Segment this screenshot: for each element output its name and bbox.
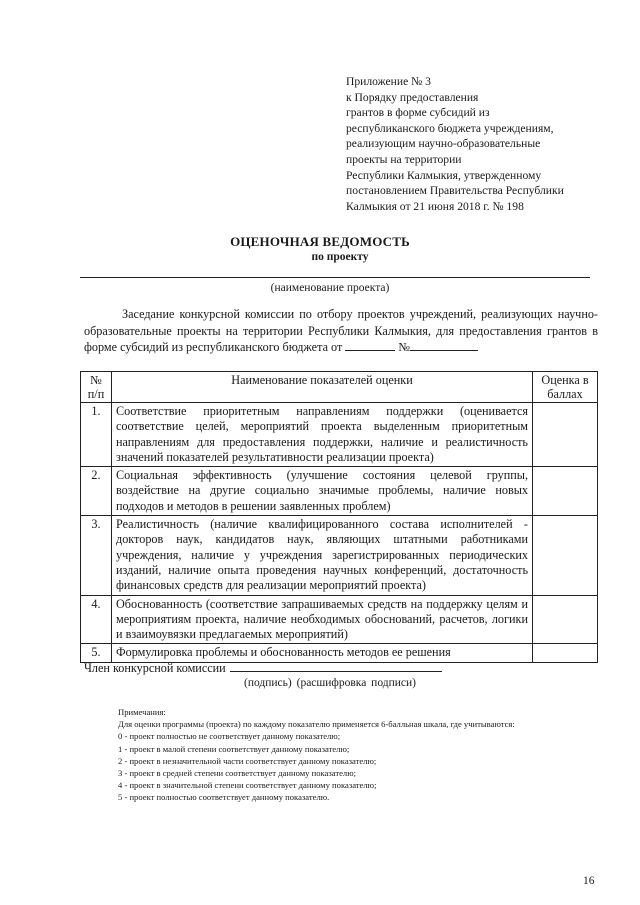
table-header-row (81, 372, 598, 403)
intro-text: Заседание конкурсной комиссии по отбору проектов учреждений, реализующих научно-образовательные проекты на территории Республики Калмыкия, для предоставления грантов в форме субсидий из республиканского бюджета от (84, 307, 598, 355)
project-name-field[interactable] (80, 277, 590, 278)
row-indicator: Обоснованность (соответствие запрашиваемых средств на поддержку целям и мероприятиям проекта, наличие необходимых обоснований, расчетов, логики и взаимоувязки предлагаемых мероприятий) (112, 595, 533, 644)
appendix-header (346, 74, 616, 214)
notes-line: 1 - проект в малой степени соответствует данному показателю; (118, 743, 350, 754)
row-indicator: Социальная эффективность (улучшение состояния целевой группы, воздействие на другие социально значимые проблемы, наличие новых подходов и методов в решении заявленных проблем) (112, 467, 533, 516)
appendix-line: Приложение № 3 (346, 75, 431, 88)
appendix-line: грантов в форме субсидий из (346, 106, 490, 120)
header-score: Оценка в баллах (533, 372, 598, 403)
appendix-line: к Порядку предоставления (346, 90, 479, 104)
notes-line: 4 - проект в значительной степени соответствует данному показателю; (118, 780, 377, 791)
page-number: 16 (583, 875, 595, 887)
notes-line: Для оценки программы (проекта) по каждому показателю применяется 6-балльная шкала, где учитываются: (118, 719, 515, 730)
row-indicator: Формулировка проблемы и обоснованность методов ее решения (112, 644, 533, 662)
intro-paragraph (84, 306, 598, 356)
number-field[interactable] (410, 340, 478, 351)
row-indicator: Соответствие приоритетным направлениям поддержки (оценивается соответствие целей, мероприятий проекта выделенным приоритетным направлениям для предоставления поддержки, наличие и реалистичность значений показателей результативности реализации проекта) (112, 403, 533, 467)
appendix-line: Калмыкия от 21 июня 2018 г. № 198 (346, 199, 524, 213)
appendix-line: постановлением Правительства Республики (346, 184, 564, 198)
row-score-cell[interactable] (533, 516, 598, 595)
row-indicator: Реалистичность (наличие квалифицированного состава исполнителей - докторов наук, кандидатов наук, являющих штатными работниками учреждения, наличие у учреждения зарегистрированных периодических изданий, наличие опыта проведения научных конференций, достаточность финансовых средств для реализации мероприятий проекта) (112, 516, 533, 595)
notes-line: 0 - проект полностью не соответствует данному показателю; (118, 731, 341, 742)
signature-row (84, 661, 442, 676)
row-num: 4. (81, 595, 112, 644)
project-name-caption: (наименование проекта) (270, 282, 390, 294)
number-sign: № (398, 340, 411, 355)
notes-line: 3 - проект в средней степени соответствует данному показателю; (118, 768, 357, 779)
signature-label: Член конкурсной комиссии (84, 661, 226, 675)
row-num: 3. (81, 516, 112, 595)
notes-heading: Примечания: (118, 707, 166, 717)
table-row (81, 467, 598, 516)
signature-field[interactable] (230, 661, 442, 672)
document-title: ОЦЕНОЧНАЯ ВЕДОМОСТЬ (230, 234, 410, 249)
table-row (81, 644, 598, 662)
appendix-line: Республики Калмыкия, утвержденному (346, 168, 542, 182)
appendix-line: республиканского бюджета учреждениям, (346, 121, 554, 135)
header-num: № п/п (81, 372, 112, 403)
table-row (81, 595, 598, 644)
evaluation-table (80, 371, 598, 663)
row-num: 5. (81, 644, 112, 662)
table-row (81, 403, 598, 467)
notes-line: 2 - проект в незначительной части соответствует данному показателю; (118, 755, 377, 766)
signature-caption: (подпись) (расшифровка подписи) (244, 677, 417, 689)
header-name: Наименование показателей оценки (112, 372, 533, 403)
row-num: 1. (81, 403, 112, 467)
table-row (81, 516, 598, 595)
row-score-cell[interactable] (533, 467, 598, 516)
row-score-cell[interactable] (533, 644, 598, 662)
appendix-line: проекты на территории (346, 152, 462, 166)
row-num: 2. (81, 467, 112, 516)
notes-block (118, 706, 588, 804)
row-score-cell[interactable] (533, 595, 598, 644)
document-subtitle: по проекту (311, 251, 369, 263)
appendix-line: реализующим научно-образовательные (346, 137, 541, 151)
notes-line: 5 - проект полностью соответствует данному показателю. (118, 792, 330, 803)
row-score-cell[interactable] (533, 403, 598, 467)
date-field[interactable] (345, 340, 395, 351)
